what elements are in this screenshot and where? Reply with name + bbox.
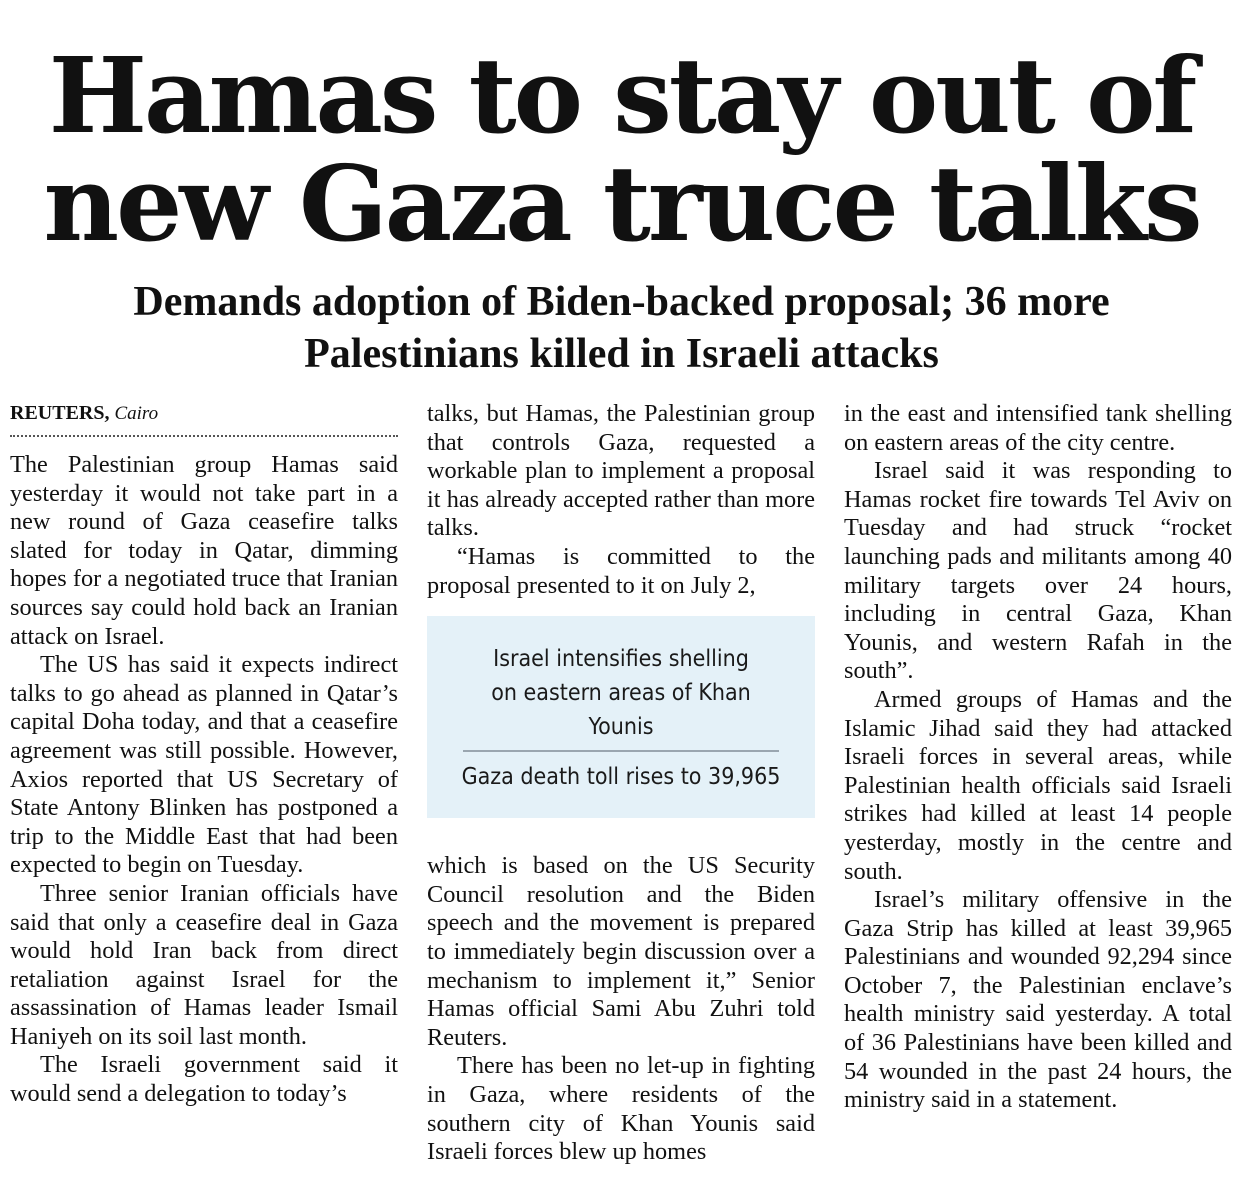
highlights-box bbox=[427, 616, 815, 818]
paragraph: Three senior Iranian officials have said that only a ceasefire deal in Gaza would hold Iran back from direct retaliation against Israel for the assassination of Hamas leader Ismail Haniyeh on its soil last month. bbox=[10, 879, 398, 1050]
article-column-2 bbox=[427, 400, 815, 1167]
deck-line-1: Demands adoption of Biden-backed proposal; 36 more bbox=[133, 279, 1110, 325]
byline bbox=[10, 400, 398, 437]
paragraph: The US has said it expects indirect talks to go ahead as planned in Qatar’s capital Doha today, and that a ceasefire agreement was still possible. However, Axios reported that US Secretary of State Antony Blinken has postponed a trip to the Middle East that had been expected to begin on Tuesday. bbox=[10, 651, 398, 879]
article-column-1 bbox=[10, 400, 398, 1109]
paragraph: The Israeli government said it would send a delegation to today’s bbox=[10, 1051, 398, 1108]
headline-line-1: Hamas to stay out of bbox=[48, 34, 1195, 157]
deck-line-2: Palestinians killed in Israeli attacks bbox=[304, 331, 939, 377]
paragraph: Armed groups of Hamas and the Islamic Jihad said they had attacked Israeli forces in several areas, while Palestinian health officials said Israeli strikes had killed at least 14 people yesterday, mostly in the centre and south. bbox=[844, 685, 1232, 885]
paragraph: There has been no let-up in fighting in Gaza, where residents of the southern city of Khan Younis said Israeli forces blew up homes bbox=[427, 1052, 815, 1166]
paragraph: Israel said it was responding to Hamas rocket fire towards Tel Aviv on Tuesday and had struck “rocket launching pads and militants among 40 military targets over 24 hours, including in central Gaza, Khan Younis, and western Rafah in the south”. bbox=[844, 457, 1232, 685]
headline bbox=[0, 34, 1243, 265]
paragraph: which is based on the US Security Council resolution and the Biden speech and the movement is prepared to immediately begin discussion over a mechanism to implement it,” Senior Hamas official Sami Abu Zuhri told Reuters. bbox=[427, 852, 815, 1051]
byline-place: Cairo bbox=[114, 403, 159, 424]
byline-agency: REUTERS, bbox=[10, 402, 110, 424]
paragraph: “Hamas is committed to the proposal presented to it on July 2, bbox=[427, 542, 815, 599]
paragraph: Israel’s military offensive in the Gaza Strip has killed at least 39,965 Palestinians and wounded 92,294 since October 7, the Palestinian enclave’s health ministry said yesterday. A total of 36 Palestinians have been killed and 54 wounded in the past 24 hours, the ministry said in a statement. bbox=[844, 886, 1232, 1114]
paragraph: talks, but Hamas, the Palestinian group that controls Gaza, requested a workable plan to implement a proposal it has already accepted rather than more talks. bbox=[427, 400, 815, 542]
highlight-1: Israel intensifies shelling on eastern areas of Khan Younis bbox=[463, 642, 779, 752]
paragraph: The Palestinian group Hamas said yesterday it would not take part in a new round of Gaza ceasefire talks slated for today in Qatar, dimming hopes for a negotiated truce that Iranian sources say could hold back an Iranian attack on Israel. bbox=[10, 451, 398, 650]
headline-line-2: new Gaza truce talks bbox=[43, 142, 1200, 265]
paragraph: in the east and intensified tank shelling on eastern areas of the city centre. bbox=[844, 400, 1232, 456]
article-column-3 bbox=[844, 400, 1232, 1115]
deck bbox=[0, 276, 1243, 380]
highlight-2: Gaza death toll rises to 39,965 bbox=[461, 764, 781, 791]
